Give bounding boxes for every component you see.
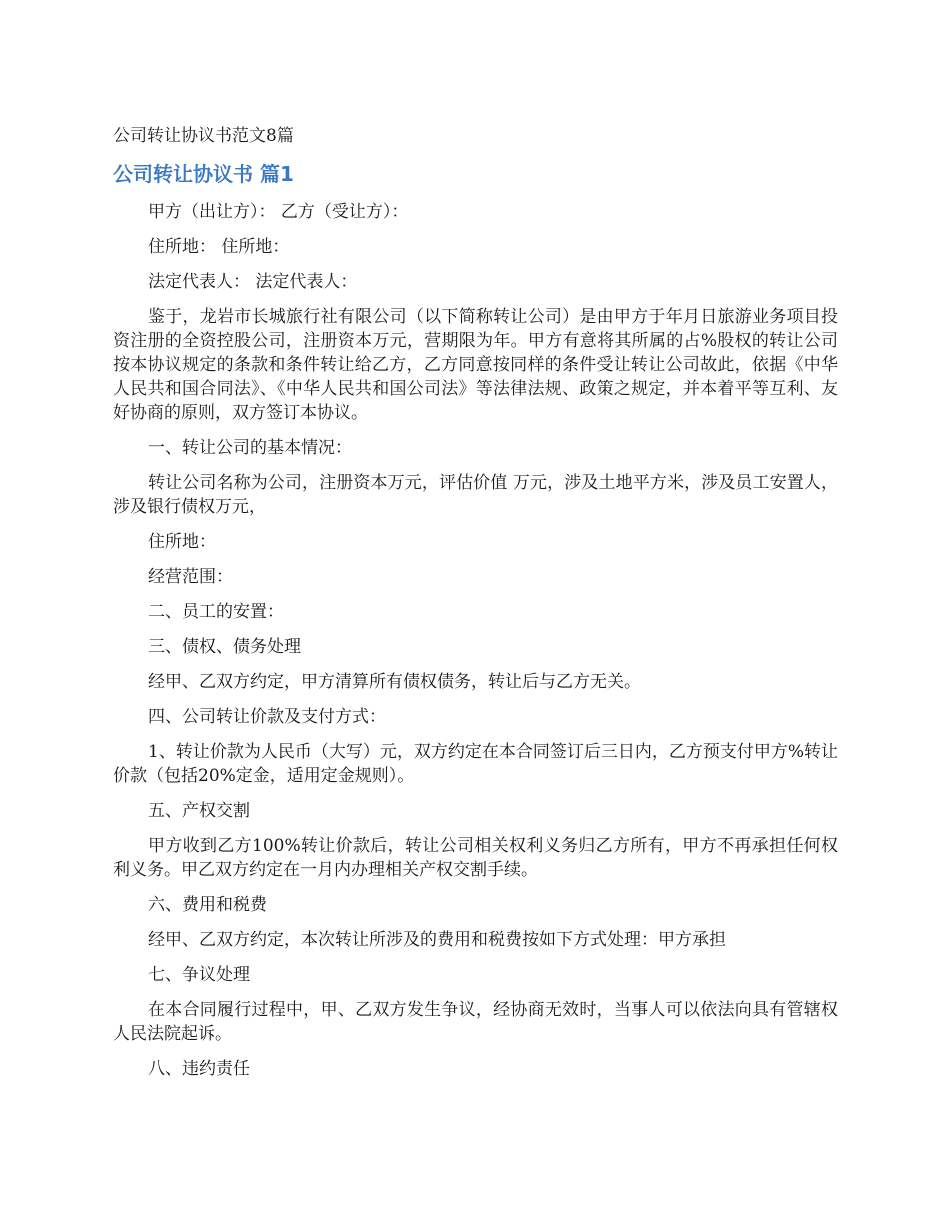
clause-heading-5: 五、产权交割 (148, 801, 250, 821)
party-line: 甲方（出让方）： 乙方（受让方）： (148, 202, 409, 222)
clause-heading-4: 四、公司转让价款及支付方式： (148, 707, 386, 727)
clause-heading-7: 七、争议处理 (148, 965, 250, 985)
clause-heading-1: 一、转让公司的基本情况： (148, 438, 352, 458)
preamble-paragraph: 鉴于，龙岩市长城旅行社有限公司（以下简称转让公司）是由甲方于年月日旅游业务项目投资注册的全资控股公司，注册资本万元，营期限为年。甲方有意将其所属的占%股权的转让公司按本协议规定的条款和条件转让给乙方，乙方同意按同样的条件受让转让公司故此，依据《中华人民共和国合同法》、《中华人民共和国公司法》等法律法规、政策之规定，并本着平等互利、友好协商的原则，双方签订本协议。 (113, 307, 838, 423)
transfer-paragraph: 甲方收到乙方100%转让价款后，转让公司相关权利义务归乙方所有，甲方不再承担任何权利义务。甲乙双方约定在一月内办理相关产权交割手续。 (113, 836, 838, 880)
clause-heading-3: 三、债权、债务处理 (148, 637, 301, 657)
company-address-line: 住所地： (148, 532, 216, 552)
clause-heading-2: 二、员工的安置： (148, 602, 284, 622)
document-title: 公司转让协议书范文8篇 (113, 126, 294, 146)
clause-heading-8: 八、违约责任 (148, 1059, 250, 1079)
company-info-paragraph: 转让公司名称为公司，注册资本万元，评估价值 万元，涉及土地平方米，涉及员工安置人，涉及银行债权万元， (113, 473, 838, 517)
debt-paragraph: 经甲、乙双方约定，甲方清算所有债权债务，转让后与乙方无关。 (148, 672, 641, 692)
section-heading: 公司转让协议书 篇1 (113, 162, 294, 186)
address-line: 住所地： 住所地： (148, 237, 290, 257)
payment-paragraph: 1、转让价款为人民币（大写）元，双方约定在本合同签订后三日内，乙方预支付甲方%转让价款（包括20%定金，适用定金规则）。 (113, 742, 838, 786)
business-scope-line: 经营范围： (148, 567, 233, 587)
fees-paragraph: 经甲、乙双方约定，本次转让所涉及的费用和税费按如下方式处理：甲方承担 (148, 930, 726, 950)
clause-heading-6: 六、费用和税费 (148, 895, 267, 915)
dispute-paragraph: 在本合同履行过程中，甲、乙双方发生争议，经协商无效时，当事人可以依法向具有管辖权人民法院起诉。 (113, 1000, 838, 1044)
legal-rep-line: 法定代表人： 法定代表人： (148, 272, 358, 292)
